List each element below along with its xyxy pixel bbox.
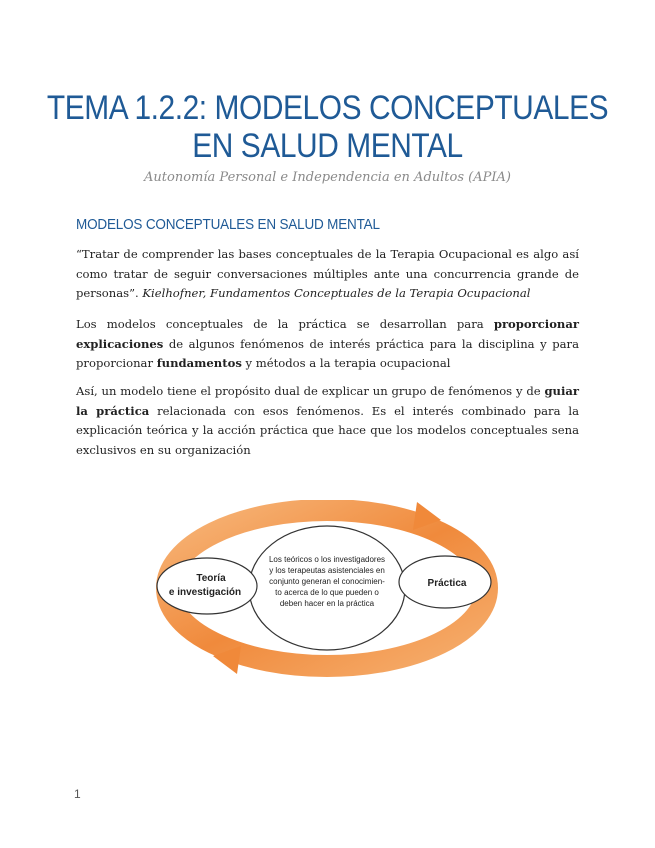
cycle-diagram bbox=[155, 500, 500, 680]
bold-term: guiar la práctica bbox=[76, 384, 579, 418]
text-run: Los modelos conceptuales de la práctica se desarrollan para bbox=[76, 317, 494, 331]
page-subtitle: Autonomía Personal e Independencia en Adultos (APIA) bbox=[144, 170, 511, 185]
quote-citation: Kielhofner, Fundamentos Conceptuales de la Terapia Ocupacional bbox=[142, 286, 531, 300]
center-line: deben hacer en la práctica bbox=[279, 599, 375, 608]
theory-node bbox=[157, 558, 257, 614]
conceptual-model-figure bbox=[155, 500, 500, 680]
theory-label-1: Teoría bbox=[196, 573, 226, 584]
paragraph-explanations bbox=[76, 315, 579, 374]
section-heading: MODELOS CONCEPTUALES EN SALUD MENTAL bbox=[76, 216, 380, 233]
center-line: to acerca de lo que pueden o bbox=[275, 588, 379, 597]
page-title-line-2: EN SALUD MENTAL bbox=[192, 127, 463, 165]
quote-paragraph bbox=[76, 245, 579, 304]
text-run: y métodos a la terapia ocupacional bbox=[241, 356, 451, 370]
center-line: Los teóricos o los investigadores bbox=[268, 555, 386, 564]
bold-term: proporcionar explicaciones bbox=[76, 317, 579, 351]
page-number: 1 bbox=[74, 787, 81, 801]
text-run: Así, un modelo tiene el propósito dual de explicar un grupo de fenómenos y de bbox=[76, 384, 545, 398]
bold-term: fundamentos bbox=[156, 356, 242, 370]
theory-label-2: e investigación bbox=[168, 587, 242, 598]
page-title-line-1: TEMA 1.2.2: MODELOS CONCEPTUALES bbox=[46, 89, 609, 127]
text-run: relacionada con esos fenómenos. Es el interés combinado para la explicación teórica y la acción práctica que hace que los modelos conceptuales sena exclusivos en su organización bbox=[76, 403, 579, 457]
quote-text: “Tratar de comprender las bases conceptuales de la Terapia Ocupacional es algo así como tratar de seguir conversaciones múltiples ante una concurrencia grande de personas”. bbox=[76, 247, 579, 300]
center-line: conjunto generan el conocimien- bbox=[269, 577, 385, 586]
practice-label: Práctica bbox=[427, 578, 467, 589]
text-run: de algunos fenómenos de interés práctica para la disciplina y para proporcionar bbox=[76, 336, 579, 370]
paragraph-dual-purpose bbox=[76, 382, 579, 460]
center-line: y los terapeutas asistenciales en bbox=[269, 566, 385, 575]
